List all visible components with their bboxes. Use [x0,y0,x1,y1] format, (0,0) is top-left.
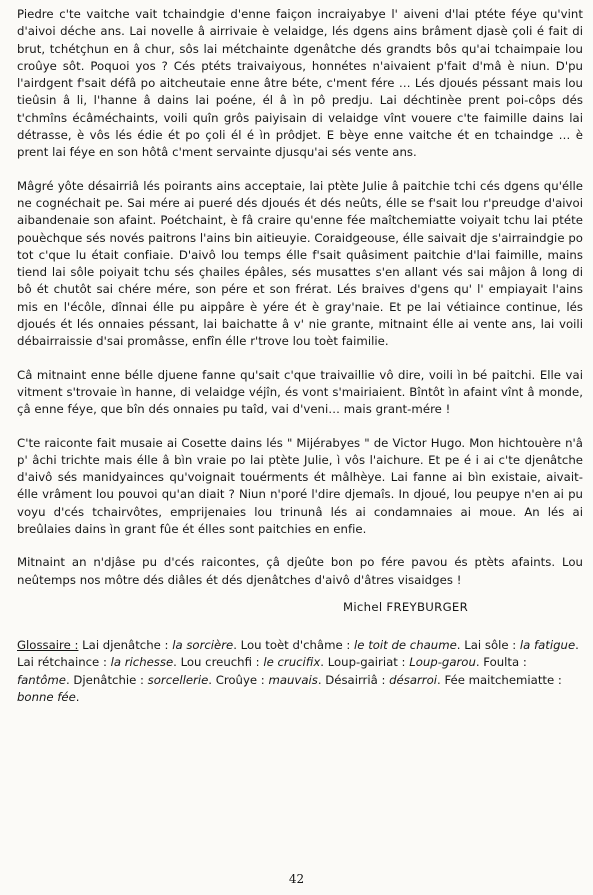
glossary-meaning: mauvais [268,672,318,687]
glossary-meaning: Loup-garou [409,655,476,670]
glossary-separator: . [475,655,480,670]
glossary-separator: . [173,655,177,670]
page-number: 42 [288,872,305,886]
author-signature: Michel FREYBURGER [343,599,469,614]
glossary-meaning: la richesse [110,655,174,670]
glossary-term: Foulta : [479,655,527,670]
article-body [17,6,583,706]
glossary-separator: . [437,672,441,687]
glossary-meaning: bonne fée [17,689,76,704]
glossary-meaning: fantôme [17,672,66,687]
glossary-term: Désairriâ : [321,672,390,687]
glossary-separator: . [208,672,212,687]
paragraph-5: Mitnaint an n'djâse pu d'cés raicontes, çâ djeûte bon po fére pavou és ptèts afaints. Lou neûtemps nos môtre dés diâles ét dés djenâtches d'aivô d'âtres visaidges ! [17,555,583,587]
paragraph-3: Câ mitnaint enne bélle djuene fanne qu'sait c'que traivaillie vô dire, voili ìn bé paitchi. Elle vai vitment s'trovaie ìn hanne, di velaidge véjîn, és vont s'mairiaient. Bîntôt ìn afaint vînt â monde, çâ enne féye, que bîn dés onnaies pu taîd, vai d'veni… mais grant-mére ! [17,367,583,417]
paragraph-1: Piedre c'te vaitche vait tchaindgie d'enne faiçon incraiyabye l' aiveni d'lai ptéte féye qu'vint d'aivoi déche ans. Lai novelle â airrivaie è velaidge, lés dgens ains brâment djasè çoli é fait di brut, tchétçhun en â chur, sôs lai métchainte dgenâtche dés grandts bôs qu'ai tchaimpaie lou croûye sôt. Poquoi yos ? Cés ptéts traivaiyous, honnétes n'aivaient p'fait d'mâ è niun. D'pu l'airdgent f'sait défâ po aitcheutaie enne âtre béte, c'ment fére … Lés djoués péssant mais lou tieûsin â li, l'hanne â dains lai poéne, él â ìn pô predju. Lai déchtinèe prent poi-côps dés t'chmîns écâméchaints, voili quîn grôs paiyisain di velaidge vînt vouere c'te faimille dains lai détrasse, è vôs lés édie ét po çoli él é ìn prôdjet. E bèye enne vaitche ét en tchaindge … è prent lai féye en son hôtâ c'ment servainte djusqu'ai sés vente ans. [17,7,583,160]
glossary-separator: . [575,637,579,652]
glossary-term: Djenâtchie : [69,672,148,687]
glossary-meaning: la fatigue [519,637,576,652]
glossary-entries [17,638,579,704]
glossary-term: Lou creuchfi : [176,655,264,670]
glossary-separator: . [320,655,324,670]
glossary-separator: . [75,689,80,704]
paragraph-2: Mâgré yôte désairriâ lés poirants ains acceptaie, lai ptète Julie â paitchie tchi cés dgens qu'élle ne cognéchait pe. Sai mére ai pueré dés djoués ét dés neûts, élle se f'sait lou r'preudge d'aivoi aibandenaie son afaint. Poétchaint, è fâ craire qu'enne fée maîtchemiatte voiyait tchu lai ptéte pouèchque sés novés paitrons l'ains bin aitieuyie. Coraidgeouse, élle saivait dje s'airraindgie po tot c'que lu était confiaie. D'aivô lou temps élle f'sait quâsiment paitchie d'lai faimille, mains tiend lai sôle poiyait tchu sés çhailes épâles, sés musattes s'en allant vés sai mâjon â long di bô ét chutôt sai chére mére, son pére et son frérat. Lés braives d'gens qu' l' empiayait l'ains mis en l'écôle, dînnai élle pu aippâre è yére ét è gray'naie. Et pe lai vétiaince continue, lés djoués ét lés onnaies péssant, lai baichatte â v' nie grante, mitnaint élle ai vente ans, lai voili débairraissie d'sai promâsse, enfîn élle r'trove lou toèt faimilie. [17,178,583,349]
glossary-separator: . [317,672,322,687]
glossary-separator: . [456,637,461,652]
paragraph-4: C'te raiconte fait musaie ai Cosette dains lés " Mijérabyes " de Victor Hugo. Mon hichtouère n'â p' âchi trichte mais élle â bìn vraie po lai ptète Julie, ì vôs l'aichure. Et pe é i ai c'te djenâtche d'aivô sés manidyainces qu'voignait touérments ét mâlhèye. Lai fanne ai bìn existaie, aivait-élle vrâment lou pouvoi qu'an diait ? Niun n'poré l'dire djemaîs. In djoué, lou peupye n'en ai pu voyu d'cés tchairvôtes, emprijenaies lou trinunâ lés ai condamnaies ai moue. An lés ai breûlaies dains ìn grant fûe ét élles sont paitchies en enfie. [17,435,583,537]
glossary-meaning: sorcellerie [147,672,209,687]
glossary-term: Lai sôle : [460,637,520,652]
glossary-term: Fée maitchemiatte : [440,672,562,687]
glossary-term: Croûye : [211,672,269,687]
glossary-meaning: le toit de chaume [354,637,457,652]
glossary-term: Lai rétchaince : [17,655,111,670]
glossary-term: Loup-gairiat : [323,655,410,670]
glossary-meaning: le crucifix [263,655,321,670]
glossary [17,637,583,706]
glossary-meaning: désarroi [389,672,438,687]
glossary-separator: . [233,637,237,652]
glossary-term: Lou toèt d'châme : [236,637,355,652]
glossary-title: Glossaire : [17,637,79,652]
glossary-separator: . [66,672,70,687]
glossary-term: Lai djenâtche : [82,637,173,652]
glossary-meaning: la sorcière [172,637,234,652]
